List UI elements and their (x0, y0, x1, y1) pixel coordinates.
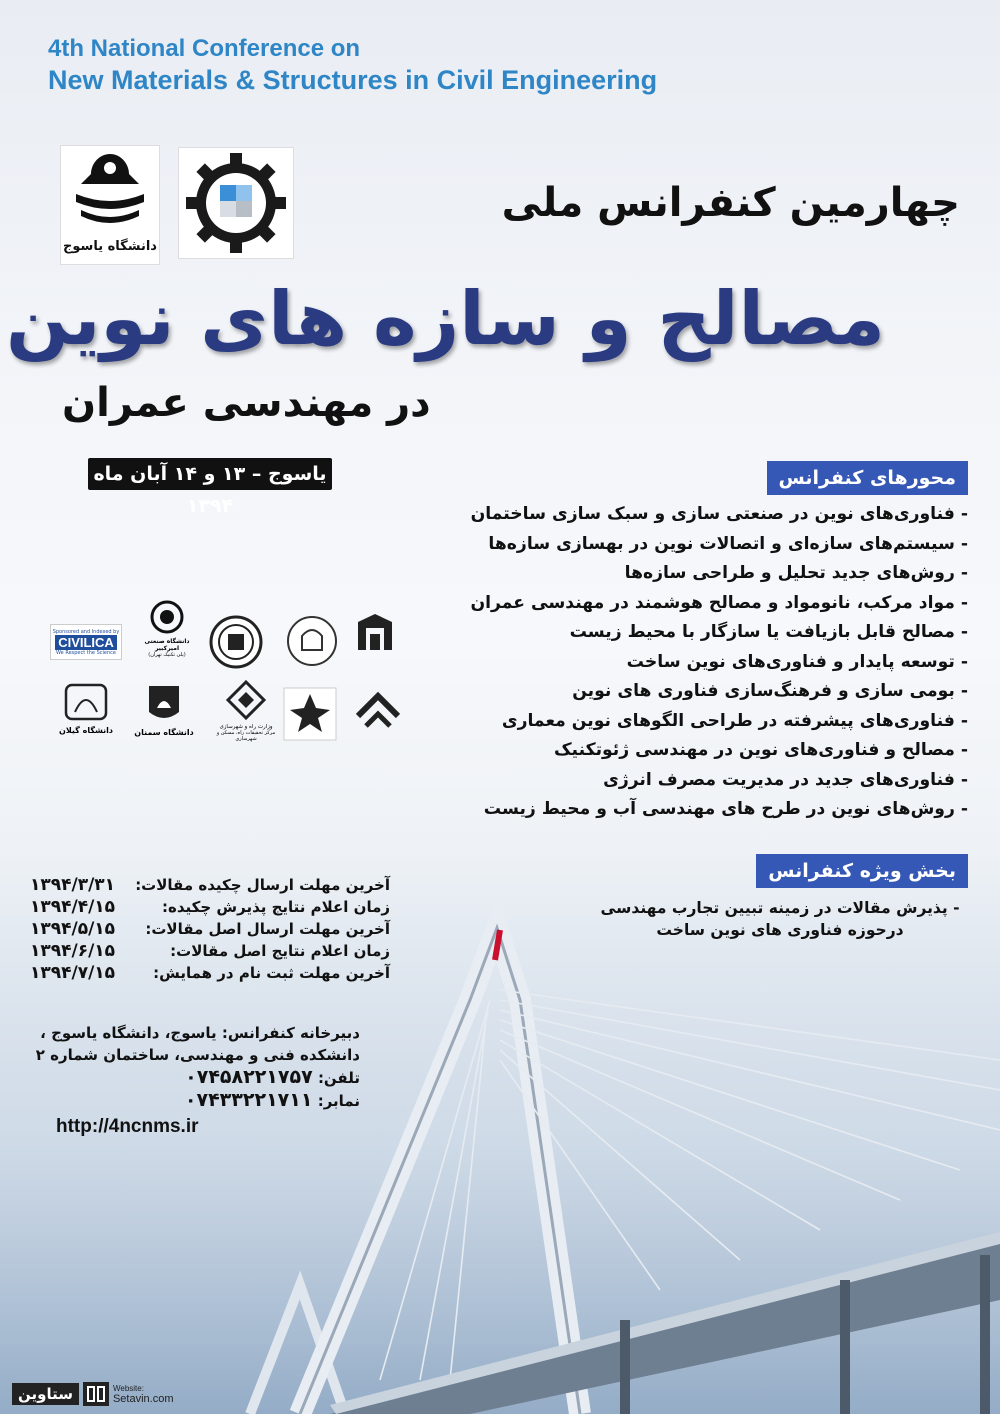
special-line2: درحوزه فناوری های نوین ساخت (656, 921, 904, 939)
semnan-emblem-icon (143, 682, 185, 724)
deadlines-list (30, 874, 390, 984)
date-banner: یاسوج – ۱۳ و ۱۴ آبان ماه ۱۳۹۴ (88, 458, 332, 490)
deadline-date: ۱۳۹۴/۴/۱۵ (30, 897, 116, 917)
deadline-row (30, 874, 390, 896)
persian-title-line3: در مهندسی عمران (62, 380, 431, 426)
english-title-line2: New Materials & Structures in Civil Engineering (48, 65, 658, 95)
setavin-brand: ستاوین (12, 1383, 79, 1405)
axis-item: - فناوری‌های پیشرفته در طراحی الگوهای نوین معماری (501, 710, 968, 731)
deadline-date: ۱۳۹۴/۳/۳۱ (30, 875, 116, 895)
axis-item: - مصالح و فناوری‌های نوین در مهندسی ژئوتکنیک (553, 740, 968, 760)
semnan-text: دانشگاه سمنان (134, 728, 194, 737)
axis-item: - فناوری‌های جدید در مدیریت مصرف انرژی (603, 769, 968, 790)
axes-heading: محورهای کنفرانس (767, 461, 968, 495)
fax-label: نمابر: (317, 1092, 360, 1110)
gear-puzzle-icon (179, 148, 293, 258)
yasuj-municipality-logo-icon (282, 686, 338, 742)
amirkabir-subtext: (پلی تکنیک تهران) (148, 652, 186, 658)
setavin-watermark[interactable] (12, 1380, 174, 1408)
special-line1: - پذیرش مقالات در زمینه تبیین تجارب مهندسی (600, 899, 960, 917)
isfahan-university-logo-icon (285, 614, 339, 668)
persian-main-title: مصالح و سازه های نوین (5, 276, 885, 362)
gilan-text: دانشگاه گیلان (59, 726, 113, 735)
civilica-logo (50, 624, 122, 660)
civilica-sponsored-text: Sponsored and Indexed by (52, 628, 120, 635)
axis-item: - روش‌های نوین در طرح های مهندسی آب و محیط زیست (483, 799, 968, 819)
fax-row (30, 1089, 360, 1112)
axis-item: - فناوری‌های نوین در صنعتی سازی و سبک سازی ساختمان (470, 504, 968, 524)
deadline-row (30, 896, 390, 918)
address-line1: دبیرخانه کنفرانس: یاسوج، دانشگاه یاسوج ، (40, 1024, 360, 1042)
yasuj-emblem-icon (61, 146, 159, 241)
axes-list (408, 500, 968, 825)
special-heading: بخش ویژه کنفرانس (756, 854, 968, 888)
amirkabir-emblem-icon (147, 600, 187, 634)
phone-number: ۰۷۴۵۸۲۲۱۷۵۷ (185, 1066, 313, 1088)
civilica-tagline: We Respect the Science (56, 649, 116, 656)
engineering-org-logo-icon (350, 610, 400, 666)
special-description (600, 897, 960, 941)
amirkabir-logo (132, 600, 202, 660)
axis-item: - روش‌های جدید تحلیل و طراحی سازه‌ها (624, 563, 968, 583)
axis-item: - توسعه پایدار و فناوری‌های نوین ساخت (626, 651, 968, 672)
website-link[interactable]: http://4ncnms.ir (56, 1116, 199, 1137)
yasuj-logo-text: دانشگاه یاسوج (63, 239, 157, 254)
address-line2: دانشکده فنی و مهندسی، ساختمان شماره ۲ (35, 1046, 360, 1064)
amirkabir-text: دانشگاه صنعتی امیرکبیر (144, 638, 190, 652)
axis-item: - سیستم‌های سازه‌ای و اتصالات نوین در بهسازی سازه‌ها (488, 533, 968, 554)
deadline-date: ۱۳۹۴/۷/۱۵ (30, 963, 116, 983)
phone-label: تلفن: (317, 1069, 360, 1087)
conference-logo (178, 147, 294, 259)
ministry-text: وزارت راه و شهرسازی (219, 724, 273, 730)
setavin-website-label: Website: (112, 1384, 144, 1393)
deadline-row (30, 962, 390, 984)
gilan-emblem-icon (63, 682, 109, 722)
building-org-logo-icon (352, 686, 404, 742)
axis-item: - بومی سازی و فرهنگ‌سازی فناوری های نوین (572, 681, 968, 701)
ministry-logo (208, 680, 284, 746)
deadline-date: ۱۳۹۴/۶/۱۵ (30, 941, 116, 961)
setavin-url: Setavin.com (112, 1393, 174, 1405)
deadline-row (30, 918, 390, 940)
setavin-logo-icon (83, 1382, 109, 1406)
deadline-label: آخرین مهلت ثبت نام در همایش: (153, 964, 390, 982)
semnan-university-logo (134, 682, 194, 746)
setavin-url-block (113, 1383, 174, 1405)
deadline-label: زمان اعلام نتایج پذیرش چکیده: (162, 898, 390, 916)
deadline-label: زمان اعلام نتایج اصل مقالات: (170, 942, 390, 960)
phone-row (30, 1066, 360, 1089)
ministry-emblem-icon (224, 680, 268, 720)
persian-title-line1: چهارمین کنفرانس ملی (501, 180, 960, 226)
deadline-date: ۱۳۹۴/۵/۱۵ (30, 919, 116, 939)
deadline-row (30, 940, 390, 962)
english-title-line1: 4th National Conference on (48, 35, 361, 62)
ministry-subtext: مرکز تحقیقات راه، مسکن و شهرسازی (216, 730, 276, 742)
deadline-label: آخرین مهلت ارسال اصل مقالات: (145, 920, 390, 938)
yasuj-university-logo (60, 145, 160, 265)
civilica-name: CIVILICA (55, 635, 117, 650)
fax-number: ۰۷۴۳۳۲۲۱۷۱۱ (184, 1089, 313, 1111)
english-title (48, 34, 657, 98)
sponsor-logos (50, 600, 410, 750)
sharif-university-logo-icon (208, 614, 264, 670)
deadline-label: آخرین مهلت ارسال چکیده مقالات: (135, 876, 390, 894)
contact-block (30, 1022, 360, 1112)
axis-item: - مواد مرکب، نانومواد و مصالح هوشمند در مهندسی عمران (470, 592, 968, 613)
gilan-university-logo (56, 682, 116, 746)
axis-item: - مصالح قابل بازیافت یا سازگار با محیط زیست (569, 622, 968, 642)
